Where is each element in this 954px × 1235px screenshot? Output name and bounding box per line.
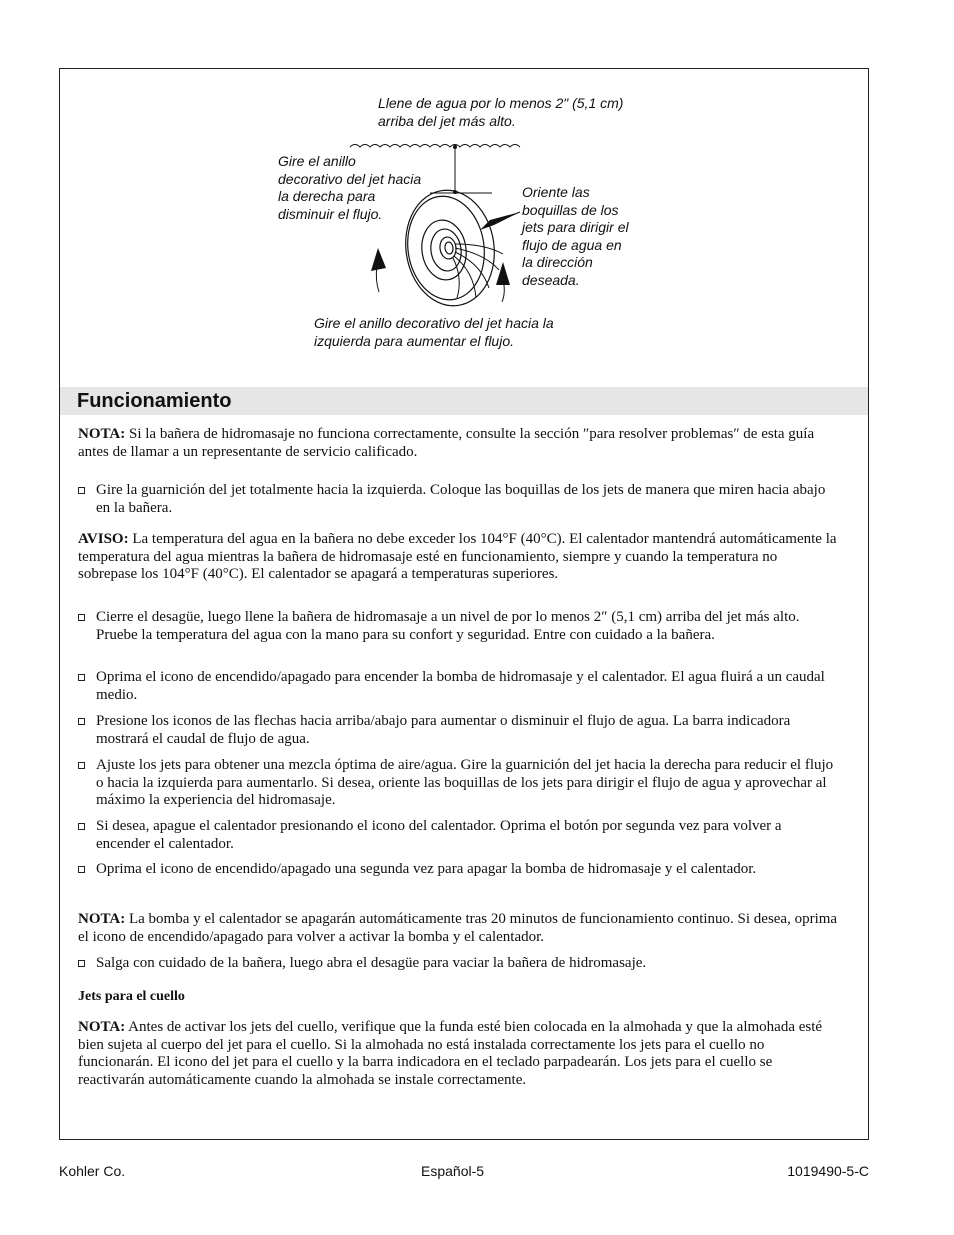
water-surface-line bbox=[350, 145, 520, 148]
note-paragraph-2 bbox=[78, 911, 838, 946]
rotate-left-arrow bbox=[371, 248, 386, 271]
warning-text: La temperatura del agua en la bañera no debe exceder los 104°F (40°C). El calentador mantendrá automáticamente la temperatura del agua mientras la bañera de hidromasaje esté en funcionamiento, siempre y cuando la temperatura no sobrepase los 104°F (40°C). El calentador se apagará a temperaturas superiores. bbox=[78, 531, 837, 582]
checkbox-bullet-icon bbox=[78, 762, 85, 769]
note-label: NOTA: bbox=[78, 911, 126, 927]
checkbox-bullet-icon bbox=[78, 718, 85, 725]
note-label: NOTA: bbox=[78, 1019, 126, 1035]
note-paragraph-3 bbox=[78, 1019, 838, 1089]
list-item-text: Gire la guarnición del jet totalmente hacia la izquierda. Coloque las boquillas de los jets de manera que miren hacia abajo en la bañera. bbox=[96, 482, 826, 516]
turn-right-label: Gire el anillo decorativo del jet hacia la derecha para disminuir el flujo. bbox=[278, 153, 422, 222]
subsection-heading: Jets para el cuello bbox=[78, 989, 185, 1004]
list-item bbox=[78, 669, 838, 704]
checkbox-bullet-icon bbox=[78, 614, 85, 621]
warning-paragraph bbox=[78, 531, 838, 584]
list-item-text: Oprima el icono de encendido/apagado para encender la bomba de hidromasaje y el calentador. El agua fluirá a un caudal medio. bbox=[96, 669, 825, 703]
note-text: La bomba y el calentador se apagarán automáticamente tras 20 minutos de funcionamiento continuo. Si desea, oprima el icono de encendido/apagado para volver a activar la bomba y el calentador. bbox=[78, 911, 838, 945]
list-item bbox=[78, 482, 838, 517]
list-item bbox=[78, 818, 838, 853]
list-item bbox=[78, 757, 838, 810]
note-paragraph-1 bbox=[78, 426, 838, 461]
checkbox-bullet-icon bbox=[78, 960, 85, 967]
list-item-text: Presione los iconos de las flechas hacia arriba/abajo para aumentar o disminuir el flujo de agua. La barra indicadora mostrará el caudal de flujo de agua. bbox=[96, 713, 791, 747]
list-item bbox=[78, 955, 838, 973]
checkbox-bullet-icon bbox=[78, 487, 85, 494]
list-item-text: Salga con cuidado de la bañera, luego abra el desagüe para vaciar la bañera de hidromasaje. bbox=[96, 955, 647, 971]
warning-label: AVISO: bbox=[78, 531, 129, 547]
footer-doc-number: 1019490-5-C bbox=[787, 1163, 869, 1179]
checkbox-bullet-icon bbox=[78, 674, 85, 681]
list-item bbox=[78, 861, 838, 879]
turn-left-label: Gire el anillo decorativo del jet hacia la izquierda para aumentar el flujo. bbox=[314, 315, 554, 349]
checkbox-bullet-icon bbox=[78, 823, 85, 830]
note-text: Antes de activar los jets del cuello, verifique que la funda esté bien colocada en la almohada y que la almohada esté bien sujeta al cuerpo del jet para el cuello. Si la almohada no está instalada correctamente los jets para el cuello no funcionarán. El icono del jet para el cuello y la barra indicadora en el teclado parpadearán. Los jets para el cuello se reactivarán automáticamente cuando la almohada se instale correctamente. bbox=[78, 1019, 823, 1088]
list-item bbox=[78, 609, 838, 644]
note-text: Si la bañera de hidromasaje no funciona correctamente, consulte la sección ″para resolver problemas″ de esta guía antes de llamar a un representante de servicio calificado. bbox=[78, 426, 815, 460]
footer-page-number: Español-5 bbox=[421, 1163, 485, 1179]
note-label: NOTA: bbox=[78, 426, 126, 442]
list-item-text: Oprima el icono de encendido/apagado una segunda vez para apagar la bomba de hidromasaje y el calentador. bbox=[96, 861, 757, 877]
section-header bbox=[60, 387, 868, 415]
footer-company: Kohler Co. bbox=[59, 1163, 126, 1179]
orient-nozzles-label: Oriente las boquillas de los jets para dirigir el flujo de agua en la dirección deseada. bbox=[522, 184, 629, 288]
checkbox-bullet-icon bbox=[78, 866, 85, 873]
section-title: Funcionamiento bbox=[77, 390, 232, 412]
fill-water-label: Llene de agua por lo menos 2" (5,1 cm) arriba del jet más alto. bbox=[378, 95, 624, 129]
list-item-text: Si desea, apague el calentador presionando el icono del calentador. Oprima el botón por segunda vez para volver a encender el calentador. bbox=[96, 818, 782, 852]
list-item-text: Ajuste los jets para obtener una mezcla óptima de aire/agua. Gire la guarnición del jet hacia la derecha para reducir el flujo o hacia la izquierda para aumentarlo. Si desea, oriente las boquillas de los jets para dirigir el flujo de agua y aprovechar al máximo la experiencia del hidromasaje. bbox=[96, 757, 834, 808]
list-item bbox=[78, 713, 838, 748]
list-item-text: Cierre el desagüe, luego llene la bañera de hidromasaje a un nivel de por lo menos 2″ (5,1 cm) arriba del jet más alto. Pruebe la temperatura del agua con la mano para su confort y seguridad. Entre con cuidado a la bañera. bbox=[96, 609, 800, 643]
